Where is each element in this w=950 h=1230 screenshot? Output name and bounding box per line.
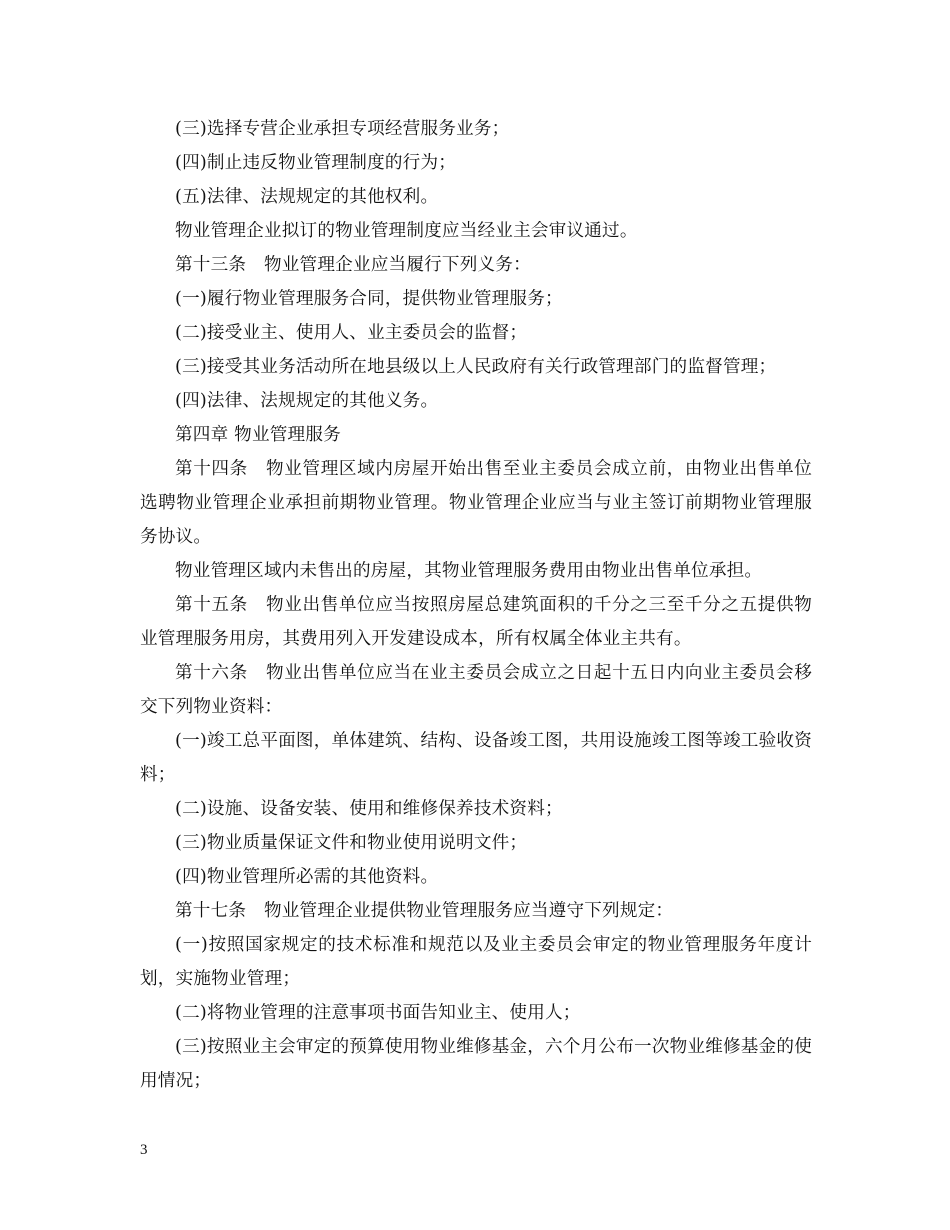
article-paragraph: 第十六条 物业出售单位应当在业主委员会成立之日起十五日内向业主委员会移交下列物业资料： <box>140 663 812 717</box>
paragraph: (三)按照业主会审定的预算使用物业维修基金，六个月公布一次物业维修基金的使用情况； <box>140 1037 812 1091</box>
paragraph: (一)履行物业管理服务合同，提供物业管理服务； <box>175 289 563 309</box>
article-paragraph: 第十五条 物业出售单位应当按照房屋总建筑面积的千分之三至千分之五提供物业管理服务用房，其费用列入开发建设成本，所有权属全体业主共有。 <box>140 595 812 649</box>
paragraph: (二)接受业主、使用人、业主委员会的监督； <box>175 323 528 343</box>
page-number: 3 <box>140 1142 148 1158</box>
paragraph: (四)法律、法规规定的其他义务。 <box>175 391 439 411</box>
paragraph: 物业管理区域内未售出的房屋，其物业管理服务费用由物业出售单位承担。 <box>175 561 763 581</box>
article-heading: 第十三条 物业管理企业应当履行下列义务： <box>175 255 531 275</box>
paragraph: 物业管理企业拟订的物业管理制度应当经业主会审议通过。 <box>175 221 638 241</box>
paragraph: (四)制止违反物业管理制度的行为； <box>175 153 457 173</box>
document-body <box>140 112 812 1098</box>
paragraph: (三)物业质量保证文件和物业使用说明文件； <box>175 833 528 853</box>
paragraph: (二)设施、设备安装、使用和维修保养技术资料； <box>175 799 563 819</box>
paragraph: (一)竣工总平面图，单体建筑、结构、设备竣工图，共用设施竣工图等竣工验收资料； <box>140 731 812 785</box>
paragraph: (三)接受其业务活动所在地县级以上人民政府有关行政管理部门的监督管理； <box>175 357 777 377</box>
paragraph: (二)将物业管理的注意事项书面告知业主、使用人； <box>175 1003 581 1023</box>
paragraph: (四)物业管理所必需的其他资料。 <box>175 867 439 887</box>
paragraph: (三)选择专营企业承担专项经营服务业务； <box>175 119 510 139</box>
article-heading: 第十七条 物业管理企业提供物业管理服务应当遵守下列规定： <box>175 901 674 921</box>
chapter-heading: 第四章 物业管理服务 <box>175 425 341 445</box>
paragraph: (五)法律、法规规定的其他权利。 <box>175 187 439 207</box>
article-paragraph: 第十四条 物业管理区域内房屋开始出售至业主委员会成立前，由物业出售单位选聘物业管理企业承担前期物业管理。物业管理企业应当与业主签订前期物业管理服务协议。 <box>140 459 812 547</box>
paragraph: (一)按照国家规定的技术标准和规范以及业主委员会审定的物业管理服务年度计划，实施物业管理； <box>140 935 812 989</box>
